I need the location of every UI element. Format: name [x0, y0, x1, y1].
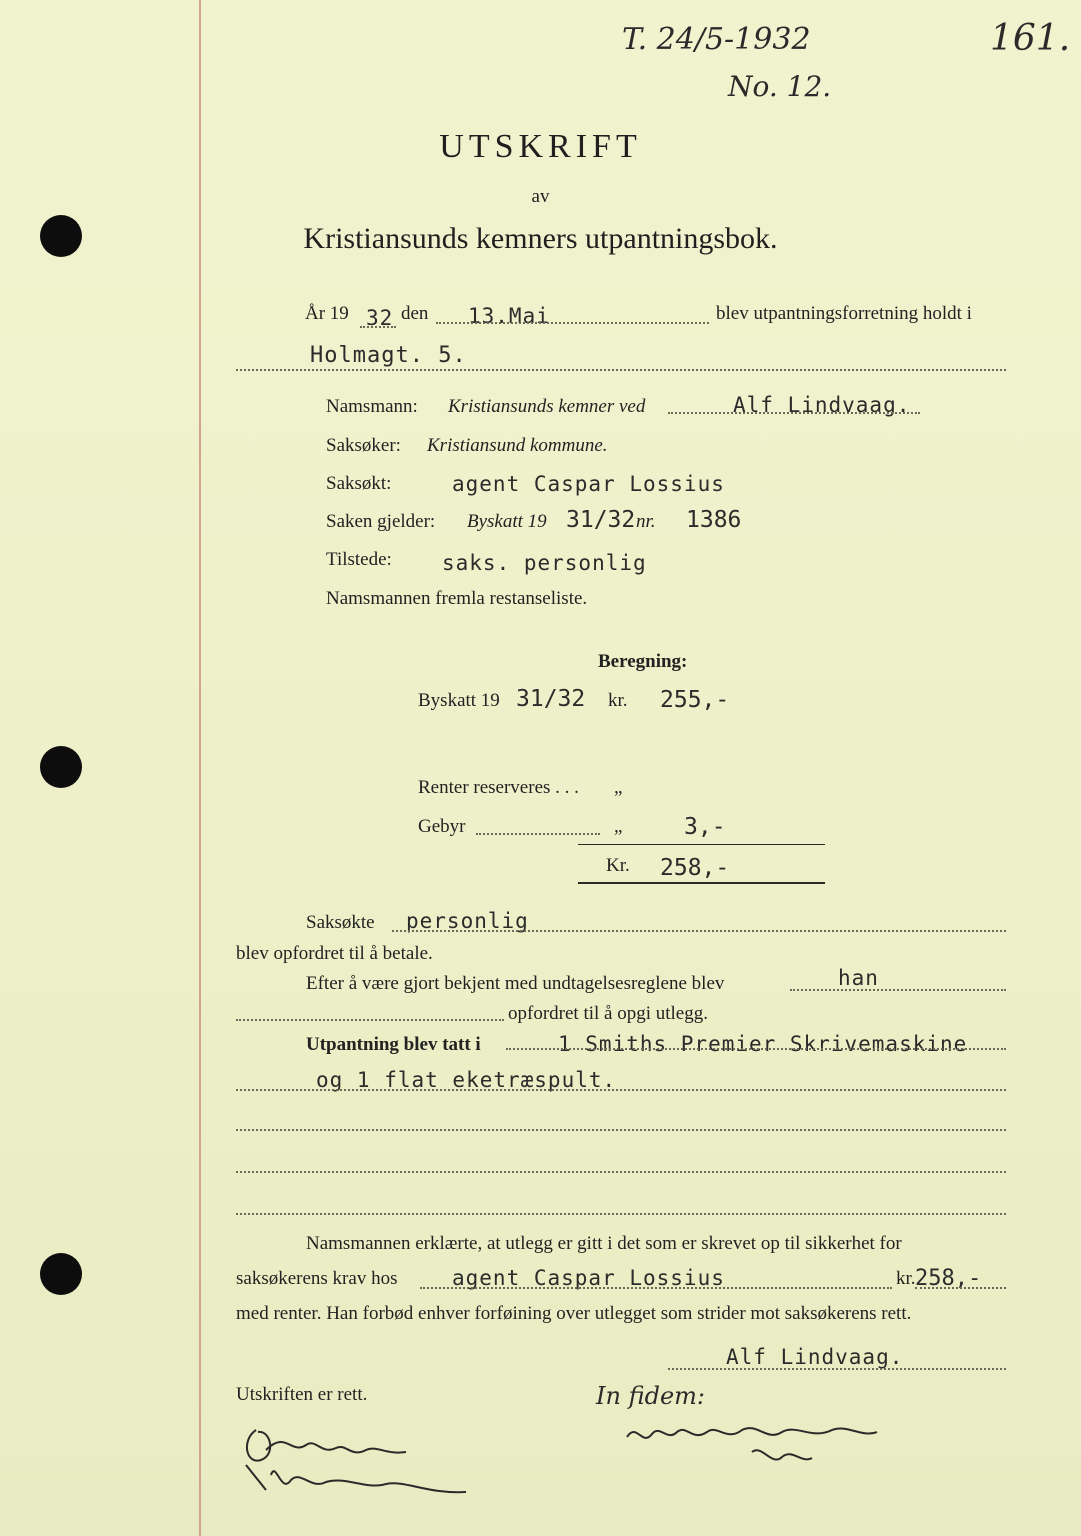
opgi-text: opfordret til å opgi utlegg. [508, 1003, 708, 1024]
tilstede-value: saks. personlig [442, 551, 647, 575]
held-text: blev utpantningsforretning holdt i [716, 303, 972, 324]
left-signature [236, 1410, 486, 1510]
byskatt-kr: kr. [608, 690, 628, 711]
dotted-line [360, 326, 396, 328]
krav-label: saksøkerens krav hos [236, 1268, 398, 1289]
saken-nr-value: 1386 [686, 507, 742, 533]
dotted-line [236, 1171, 1006, 1173]
sum-line [578, 844, 825, 845]
year-value: 32 [366, 306, 394, 330]
gebyr-label: Gebyr [418, 816, 466, 837]
utpantning-label: Utpantning blev tatt i [306, 1034, 481, 1055]
namsmann-signature: Alf Lindvaag. [726, 1345, 904, 1369]
namsmann-label: Namsmann: [326, 396, 418, 417]
saksoker-label: Saksøker: [326, 435, 401, 456]
saksokt-value: agent Caspar Lossius [452, 472, 725, 496]
gebyr-mark: „ [614, 816, 623, 837]
page-number: 161. [990, 18, 1071, 59]
efter-text: Efter å være gjort bekjent med undtagelsesreglene blev [306, 973, 725, 994]
dotted-line [668, 1368, 1006, 1370]
saken-label: Saken gjelder: [326, 511, 436, 532]
date-value: 13.Mai [468, 304, 550, 328]
krav-amount: 258,- [915, 1266, 982, 1291]
byskatt-label: Byskatt 19 [418, 690, 500, 711]
saken-year: 31/32 [566, 507, 636, 533]
fidem-text: In fidem: [596, 1382, 705, 1410]
dotted-line [420, 1287, 892, 1289]
opfordret-betale: blev opfordret til å betale. [236, 943, 433, 964]
gebyr-value: 3,- [684, 814, 726, 840]
saksokt-label: Saksøkt: [326, 473, 392, 494]
dotted-line [790, 989, 1006, 991]
total-label: Kr. [606, 855, 630, 876]
dotted-line [392, 930, 1006, 932]
number-note: No. 12. [728, 70, 832, 103]
dotted-line [436, 322, 709, 324]
saken-nr-label: nr. [636, 511, 656, 532]
efter-value: han [838, 966, 879, 990]
byskatt-value: 255,- [660, 687, 730, 713]
restanse-text: Namsmannen fremla restanseliste. [326, 588, 588, 609]
year-prefix: År 19 [305, 303, 349, 324]
krav-value: agent Caspar Lossius [452, 1266, 725, 1290]
punch-hole [40, 746, 82, 788]
byskatt-year: 31/32 [516, 686, 586, 712]
total-value: 258,- [660, 855, 730, 881]
title-av: av [531, 186, 550, 207]
tilstede-label: Tilstede: [326, 549, 392, 570]
document-subtitle: Kristiansunds kemners utpantningsbok. [303, 222, 778, 255]
right-signature [622, 1412, 892, 1482]
dotted-line [236, 369, 1006, 371]
dotted-line [476, 833, 600, 835]
dotted-line [236, 1089, 1006, 1091]
namsmann-text: Kristiansunds kemner ved [448, 396, 646, 417]
renter-label: Renter reserveres . . . [418, 777, 579, 798]
saksokte-value: personlig [406, 909, 529, 933]
renter-text: med renter. Han forbød enhver forføining over utlegget som strider mot saksøkerens rett. [236, 1303, 912, 1324]
krav-kr: kr. [896, 1268, 916, 1289]
den-label: den [401, 303, 429, 324]
document-title: UTSKRIFT [439, 128, 642, 165]
dotted-line [236, 1213, 1006, 1215]
total-underline [578, 882, 825, 884]
saksokte-label: Saksøkte [306, 912, 375, 933]
punch-hole [40, 1253, 82, 1295]
saken-text: Byskatt 19 [467, 511, 547, 532]
dotted-line [236, 1019, 504, 1021]
renter-mark: „ [614, 777, 623, 798]
dotted-line [236, 1129, 1006, 1131]
utpantning-line2: og 1 flat eketræspult. [316, 1068, 617, 1092]
dotted-line [506, 1048, 1006, 1050]
namsmann-value: Alf Lindvaag. [733, 393, 911, 417]
dotted-line [915, 1287, 1006, 1289]
dotted-line [668, 412, 920, 414]
calculation-heading: Beregning: [598, 651, 688, 672]
rett-text: Utskriften er rett. [236, 1384, 368, 1405]
utpantning-line1: 1 Smiths Premier Skrivemaskine [558, 1032, 968, 1056]
erklaerte-text: Namsmannen erklærte, at utlegg er gitt i det som er skrevet op til sikkerhet for [306, 1233, 902, 1254]
saksoker-value: Kristiansund kommune. [427, 435, 608, 456]
date-note: T. 24/5-1932 [622, 22, 811, 57]
place-value: Holmagt. 5. [310, 343, 467, 368]
